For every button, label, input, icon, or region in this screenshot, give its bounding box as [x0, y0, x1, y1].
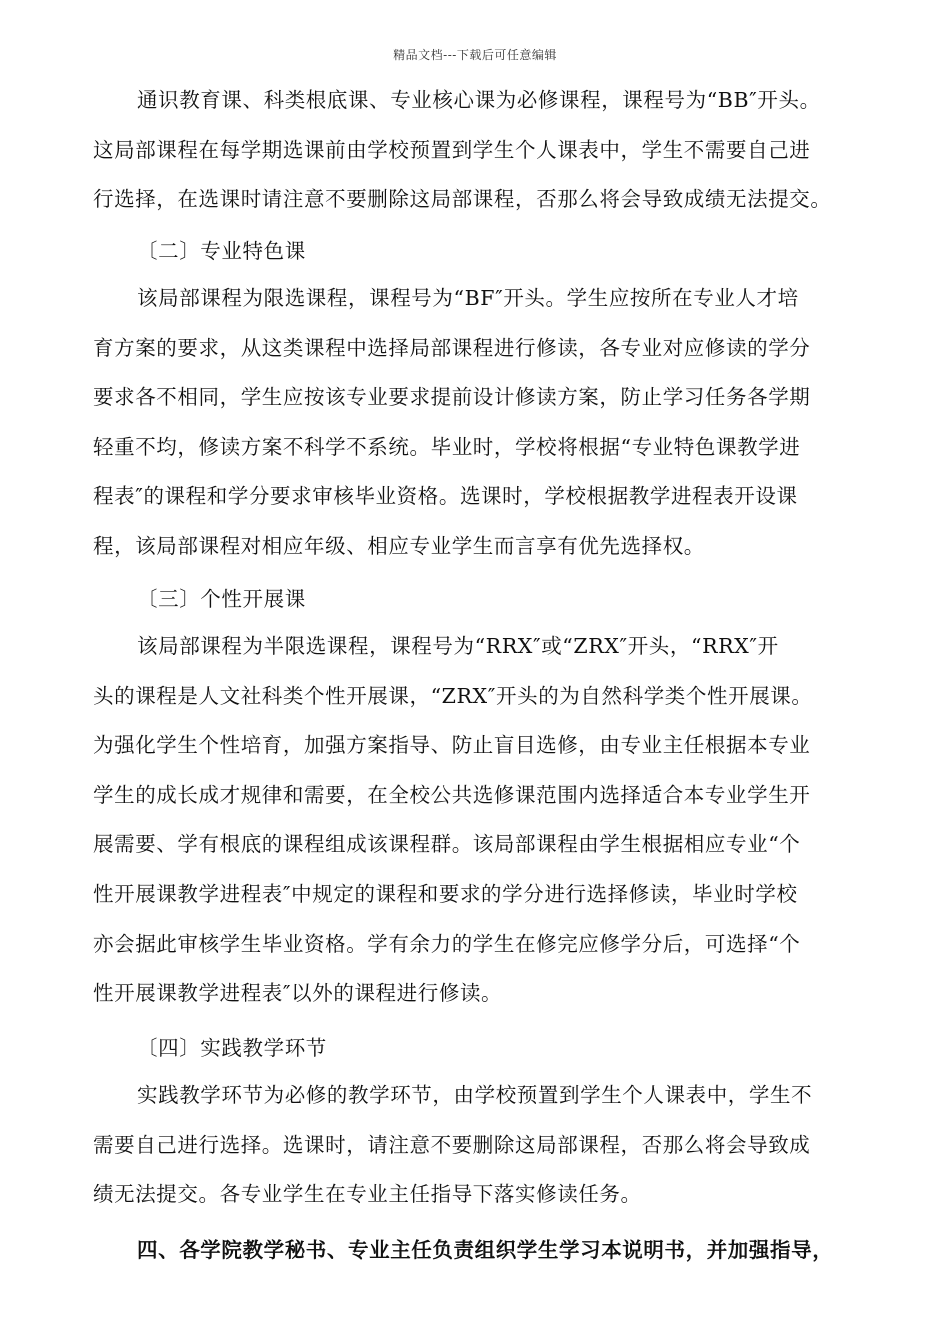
text-line: 该局部课程为限选课程，课程号为“BF″开头。学生应按所在专业人才培 [137, 286, 799, 310]
text-line: 需要自己进行选择。选课时，请注意不要删除这局部课程，否那么将会导致成 [93, 1132, 811, 1157]
text-line: 为强化学生个性培育，加强方案指导、防止盲目选修，由专业主任根据本专业 [93, 733, 811, 758]
heading-specialty-courses: 〔二〕专业特色课 [137, 239, 306, 263]
paragraph-practical-teaching [93, 1071, 863, 1220]
text-line: 亦会据此审核学生毕业资格。学有余力的学生在修完应修学分后，可选择“个 [93, 931, 801, 956]
text-line: 性开展课教学进程表″以外的课程进行修读。 [93, 981, 503, 1006]
text-line: 展需要、学有根底的课程组成该课程群。该局部课程由学生根据相应专业“个 [93, 832, 801, 857]
heading-personal-development-courses: 〔三〕个性开展课 [137, 587, 306, 611]
text-line: 四、各学院教学秘书、专业主任负责组织学生学习本说明书，并加强指导， [137, 1238, 834, 1262]
text-line: 程，该局部课程对相应年级、相应专业学生而言享有优先选择权。 [93, 533, 705, 558]
text-line: 这局部课程在每学期选课前由学校预置到学生个人课表中，学生不需要自己进 [93, 137, 811, 162]
paragraph-personal-development-courses [93, 622, 863, 1019]
text-line: 育方案的要求，从这类课程中选择局部课程进行修读，各专业对应修读的学分 [93, 335, 811, 360]
text-line: 学生的成长成才规律和需要，在全校公共选修课范围内选择适合本专业学生开 [93, 782, 811, 807]
page-header: 精品文档---下载后可任意编辑 [393, 48, 557, 62]
text-line: 行选择，在选课时请注意不要删除这局部课程，否那么将会导致成绩无法提交。 [93, 187, 832, 212]
text-line: 实践教学环节为必修的教学环节，由学校预置到学生个人课表中，学生不 [137, 1083, 813, 1107]
paragraph-specialty-courses [93, 274, 863, 572]
text-line: 轻重不均，修读方案不科学不系统。毕业时，学校将根据“专业特色课教学进 [93, 434, 801, 459]
text-line: 性开展课教学进程表″中规定的课程和要求的学分进行选择修读，毕业时学校 [93, 881, 798, 906]
text-line: 头的课程是人文社科类个性开展课，“ZRX″开头的为自然科学类个性开展课。 [93, 683, 813, 708]
paragraph-required-courses [93, 76, 863, 225]
text-line: 绩无法提交。各专业学生在专业主任指导下落实修读任务。 [93, 1182, 642, 1207]
text-line: 通识教育课、科类根底课、专业核心课为必修课程，课程号为“BB″开头。 [137, 88, 821, 112]
text-line: 程表″的课程和学分要求审核毕业资格。选课时，学校根据教学进程表开设课 [93, 484, 798, 509]
heading-practical-teaching: 〔四〕实践教学环节 [137, 1036, 327, 1060]
section-four-title [93, 1226, 863, 1276]
text-line: 要求各不相同，学生应按该专业要求提前设计修读方案，防止学习任务各学期 [93, 385, 811, 410]
text-line: 该局部课程为半限选课程，课程号为“RRX″或“ZRX″开头，“RRX″开 [137, 634, 779, 658]
